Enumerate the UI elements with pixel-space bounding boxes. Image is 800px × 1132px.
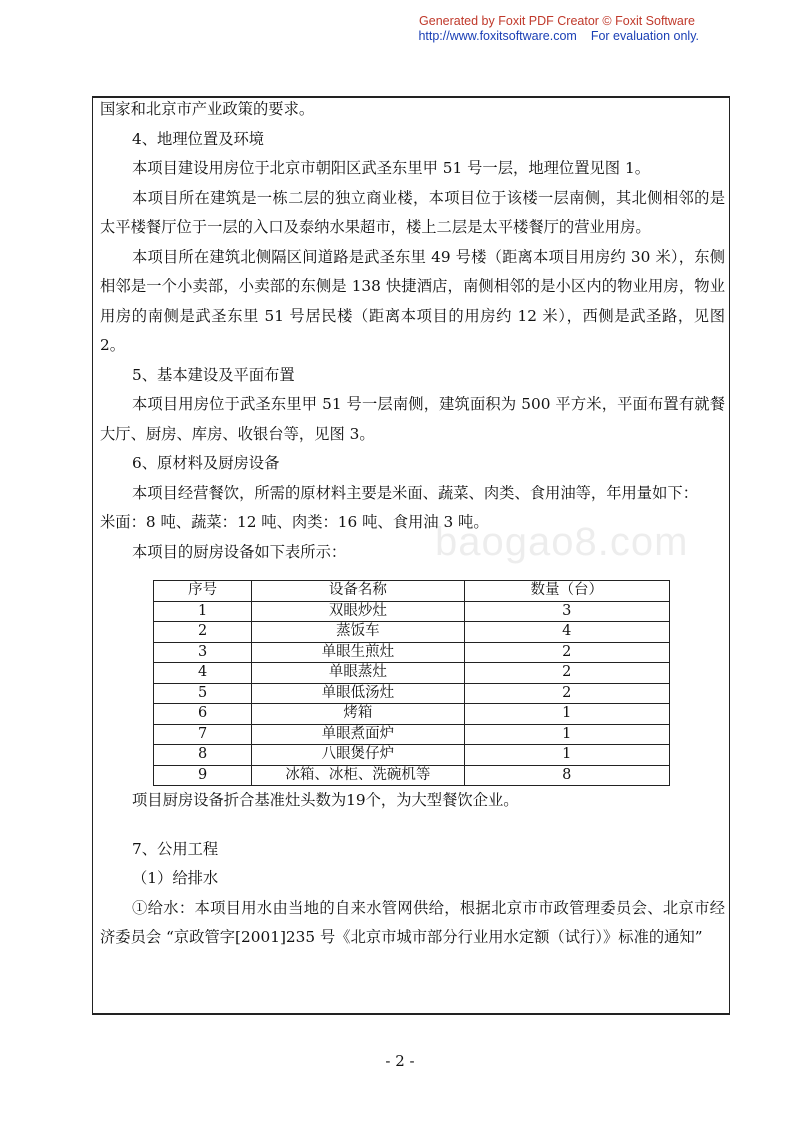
table-row — [154, 724, 670, 745]
table-row — [154, 601, 670, 622]
watermark-generator-text: Generated by Foxit PDF Creator © Foxit Software — [419, 14, 695, 28]
cell-serial: 9 — [154, 765, 252, 786]
table-row — [154, 622, 670, 643]
cell-equipment: 八眼煲仔炉 — [252, 745, 464, 766]
section-4-paragraph-1: 本项目建设用房位于北京市朝阳区武圣东里甲 51 号一层，地理位置见图 1。 — [132, 159, 650, 177]
section-4-paragraph-2: 本项目所在建筑是一栋二层的独立商业楼，本项目位于该楼一层南侧，其北侧相邻的是太平楼餐厅位于一层的入口及泰纳水果超市，楼上二层是太平楼餐厅的营业用房。 — [100, 188, 725, 236]
cell-equipment: 蒸饭车 — [252, 622, 464, 643]
table-row — [154, 745, 670, 766]
cell-serial: 5 — [154, 683, 252, 704]
header-quantity: 数量（台） — [464, 581, 670, 602]
watermark-eval-note: For evaluation only. — [590, 29, 699, 43]
section-6-paragraph-1: 本项目经营餐饮，所需的原材料主要是米面、蔬菜、肉类、食用油等，年用量如下： — [132, 483, 698, 502]
cell-quantity: 1 — [464, 745, 670, 766]
section-7-paragraph-1: ①给水：本项目用水由当地的自来水管网供给，根据北京市市政管理委员会、北京市经济委员会 “京政管字[2001]235 号《北京市城市部分行业用水定额（试行）》标准的通知” — [100, 898, 725, 946]
header-serial: 序号 — [154, 581, 252, 602]
cell-equipment: 单眼生煎灶 — [252, 642, 464, 663]
cell-equipment: 烤箱 — [252, 704, 464, 725]
table-row — [154, 765, 670, 786]
cell-equipment: 双眼炒灶 — [252, 601, 464, 622]
page-number: - 2 - — [385, 1052, 415, 1070]
header-equipment-name: 设备名称 — [252, 581, 464, 602]
cell-equipment: 冰箱、冰柜、洗碗机等 — [252, 765, 464, 786]
kitchen-equipment-table — [153, 580, 670, 786]
cell-serial: 8 — [154, 745, 252, 766]
watermark-url[interactable]: http://www.foxitsoftware.com — [418, 29, 577, 43]
cell-quantity: 1 — [464, 724, 670, 745]
section-5-heading: 5、基本建设及平面布置 — [132, 365, 295, 384]
cell-quantity: 2 — [464, 663, 670, 684]
cell-serial: 7 — [154, 724, 252, 745]
section-6-materials: 米面：8 吨、蔬菜：12 吨、肉类：16 吨、食用油 3 吨。 — [100, 513, 489, 531]
section-6-heading: 6、原材料及厨房设备 — [132, 454, 280, 472]
cell-quantity: 2 — [464, 642, 670, 663]
background-watermark: baogao8.com — [435, 520, 689, 564]
cell-quantity: 4 — [464, 622, 670, 643]
cell-quantity: 1 — [464, 704, 670, 725]
section-6-summary: 项目厨房设备折合基准灶头数为19个，为大型餐饮企业。 — [132, 791, 519, 809]
table-header-row — [154, 581, 670, 602]
section-7-heading: 7、公用工程 — [132, 839, 219, 858]
section-4-paragraph-3: 本项目所在建筑北侧隔区间道路是武圣东里 49 号楼（距离本项目用房约 30 米），东侧相邻是一个小卖部，小卖部的东侧是 138 快捷酒店，南侧相邻的是小区内的物业用房，物业用房的南侧是武圣东里 51 号居民楼（距离本项目的用房约 12 米），西侧是武圣路，见图 2。 — [100, 247, 725, 354]
cell-quantity: 2 — [464, 683, 670, 704]
section-7-subheading-water: （1）给排水 — [132, 869, 219, 887]
paragraph-continuation: 国家和北京市产业政策的要求。 — [100, 100, 315, 118]
section-5-paragraph-1: 本项目用房位于武圣东里甲 51 号一层南侧，建筑面积为 500 平方米，平面布置有就餐大厅、厨房、库房、收银台等，见图 3。 — [100, 395, 725, 443]
cell-serial: 3 — [154, 642, 252, 663]
table-row — [154, 663, 670, 684]
cell-serial: 6 — [154, 704, 252, 725]
section-6-table-intro: 本项目的厨房设备如下表所示： — [132, 542, 347, 561]
cell-equipment: 单眼蒸灶 — [252, 663, 464, 684]
table-row — [154, 704, 670, 725]
cell-serial: 2 — [154, 622, 252, 643]
watermark-link-line — [0, 29, 800, 44]
cell-serial: 4 — [154, 663, 252, 684]
cell-equipment: 单眼煮面炉 — [252, 724, 464, 745]
section-4-heading: 4、地理位置及环境 — [132, 129, 265, 148]
table-row — [154, 642, 670, 663]
cell-quantity: 8 — [464, 765, 670, 786]
cell-quantity: 3 — [464, 601, 670, 622]
cell-serial: 1 — [154, 601, 252, 622]
table-row — [154, 683, 670, 704]
pdf-creator-watermark — [0, 14, 800, 44]
document-body — [100, 95, 725, 953]
cell-equipment: 单眼低汤灶 — [252, 683, 464, 704]
